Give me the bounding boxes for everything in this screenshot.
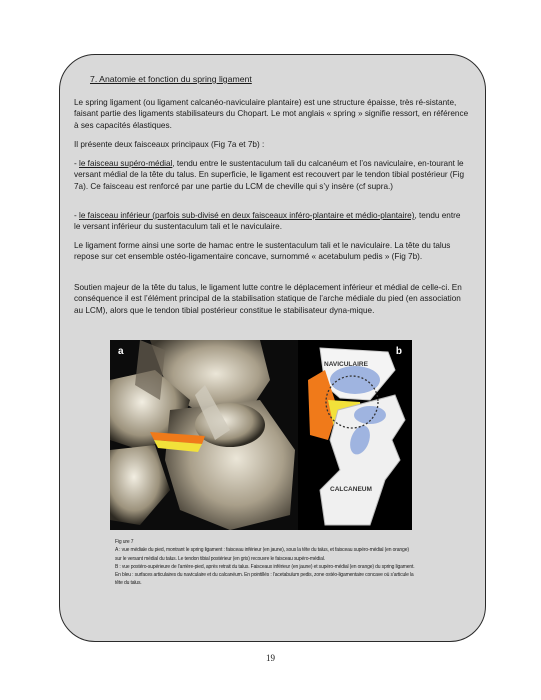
bullet-dash: - xyxy=(74,211,80,220)
figure-7a-image xyxy=(110,340,298,530)
figure-label-b: b xyxy=(395,346,402,357)
paragraph-superomedial xyxy=(74,158,469,192)
paragraph-hammock: Le ligament forme ainsi une sorte de hamac entre le sustentaculum tali et le naviculaire. La tête du talus repose sur cet ensemble ostéo-ligamentaire concave, surnommé « acetabulum pedis » (Fig 7b). xyxy=(74,241,451,262)
caption-b: B : vue postéro-supérieure de l’arrière-pied, après retrait du talus. Faisceaux inférieur (en jaune) et supéro-médial (en orange) du spring ligament. En bleu : surfaces articulaires du naviculaire et du calcanéum. En pointillés : l’acetabulum pedis, zone ostéo-ligamentaire concave où s’articule la tête du talus. xyxy=(115,563,415,587)
paragraph-bundles: Il présente deux faisceaux principaux (Fig 7a et 7b) : xyxy=(74,140,265,149)
figure-7b-image xyxy=(300,340,412,530)
paragraph-intro: Le spring ligament (ou ligament calcanéo-naviculaire plantaire) est une structure épaisse, très ré-sistante, faisant partie des ligaments stabilisateurs du Chopart. Le mot anglais « spring » signifie ressort, en référence à ses capacités élastiques. xyxy=(74,98,469,130)
figure-7 xyxy=(110,340,412,530)
label-navicular: NAVICULAIRE xyxy=(324,361,368,368)
section-title: 7. Anatomie et fonction du spring ligament xyxy=(90,74,252,84)
figure-label-a: a xyxy=(118,346,124,357)
bullet-dash: - xyxy=(74,159,80,168)
caption-title: Fig ure 7 xyxy=(115,539,134,545)
figure-caption xyxy=(115,538,415,588)
inferior-text: , tendu entre le versant inférieur du sustentaculum tali et le naviculaire. xyxy=(74,211,461,232)
term-inferior: le faisceau inférieur (parfois sub-divisé en deux faisceaux inféro-plantaire et médio-plantaire) xyxy=(79,211,415,220)
paragraph-function: Soutien majeur de la tête du talus, le ligament lutte contre le déplacement inférieur et médial de celle-ci. En conséquence il est l’élément principal de la stabilisation statique de l’arche médiale du pied (en association au LCM), alors que le tendon tibial postérieur constitue le stabilisateur dyna-mique. xyxy=(74,283,462,315)
paragraph-inferior xyxy=(74,210,469,233)
page-number: 19 xyxy=(266,653,275,663)
caption-a: A : vue médiale du pied, montrant le spring ligament : faisceau inférieur (en jaune), sous la tête du talus, et faisceau supéro-médial (en orange) sur le versant médial du talus. Le tendon tibial postérieur (en gris) recouvre le faisceau supéro-médial. xyxy=(115,547,409,562)
superomedial-text: , tendu entre le sustentaculum tali du calcanéum et l’os naviculaire, en-tourant le versant médial de la tête du talus. En superficie, le ligament est recouvert par le tendon tibial postérieur (Fig 7a). Ce faisceau est renforcé par une partie du LCM de cheville qui s’y insère (cf supra.) xyxy=(74,159,465,191)
label-calcaneum: CALCANEUM xyxy=(330,486,372,493)
term-superomedial: le faisceau supéro-médial xyxy=(79,159,173,168)
